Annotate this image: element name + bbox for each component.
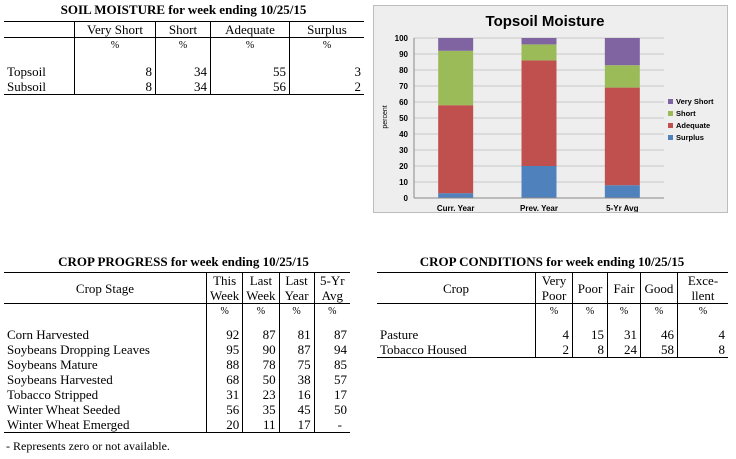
y-tick-label: 40 — [399, 130, 408, 139]
cond-col-poor: Poor — [573, 273, 608, 304]
soil-col-adequate: Adequate — [211, 22, 290, 38]
cell-value: 45 — [279, 402, 314, 417]
progress-col-last-week: Last — [243, 273, 279, 289]
cell-value: 17 — [279, 417, 314, 433]
topsoil-moisture-chart-svg — [374, 6, 727, 212]
legend-swatch — [668, 99, 673, 104]
progress-col-5yr-avg: 5-Yr — [314, 273, 350, 289]
cell-value: 94 — [314, 342, 350, 357]
y-tick-label: 0 — [403, 194, 408, 203]
bar-segment-adequate — [438, 105, 473, 193]
x-tick-label: 5-Yr Avg — [606, 204, 639, 212]
cond-unit: % — [608, 304, 641, 320]
table-row — [4, 79, 364, 95]
cell-value: 16 — [279, 387, 314, 402]
progress-col-last-year: Last — [279, 273, 314, 289]
legend-label: Surplus — [676, 133, 704, 142]
row-label: Tobacco Housed — [377, 342, 536, 358]
progress-unit: % — [207, 304, 243, 320]
chart-title: Topsoil Moisture — [485, 13, 605, 30]
cond-col-line2: Poor — [536, 288, 573, 304]
row-label: Soybeans Harvested — [7, 372, 113, 387]
cond-col-good: Good — [641, 273, 678, 304]
row-label: Pasture — [380, 327, 419, 342]
progress-unit: % — [243, 304, 279, 320]
cell-value: 31 — [608, 327, 641, 342]
cell-value: 20 — [207, 417, 243, 433]
y-tick-label: 70 — [399, 82, 408, 91]
table-row — [377, 327, 728, 342]
bar-segment-surplus — [522, 166, 557, 198]
crop-conditions-title: CROP CONDITIONS for week ending 10/25/15 — [419, 254, 685, 269]
cell-value: 87 — [243, 327, 279, 342]
table-row — [4, 417, 350, 433]
cell-value: - — [314, 417, 350, 433]
y-tick-label: 30 — [399, 146, 408, 155]
cell-value: 8 — [75, 79, 156, 95]
cell-value: 56 — [207, 402, 243, 417]
legend-swatch — [668, 111, 673, 116]
bar-segment-short — [522, 44, 557, 60]
progress-col-line2: Year — [279, 288, 314, 304]
bar-segment-adequate — [605, 88, 640, 186]
progress-col-line2: Avg — [314, 288, 350, 304]
cell-value: 50 — [243, 372, 279, 387]
soil-col-surplus: Surplus — [290, 22, 365, 38]
y-tick-label: 90 — [399, 50, 408, 59]
row-label: Winter Wheat Emerged — [4, 417, 207, 433]
row-label: Winter Wheat Seeded — [7, 402, 121, 417]
progress-col-line2: Week — [243, 288, 279, 304]
cell-value: 81 — [279, 327, 314, 342]
crop-header: Crop — [377, 273, 536, 304]
bar-segment-short — [438, 51, 473, 105]
cond-col-fair: Fair — [608, 273, 641, 304]
soil-unit: % — [75, 38, 156, 54]
y-tick-label: 80 — [399, 66, 408, 75]
cell-value: 3 — [290, 64, 365, 79]
crop-progress-title: CROP PROGRESS for week ending 10/25/15 — [58, 254, 309, 269]
legend-label: Very Short — [676, 97, 714, 106]
y-tick-label: 20 — [399, 162, 408, 171]
row-label: Tobacco Stripped — [7, 387, 99, 402]
cell-value: 55 — [211, 64, 290, 79]
cell-value: 15 — [573, 327, 608, 342]
bar-segment-surplus — [605, 185, 640, 198]
soil-unit: % — [211, 38, 290, 54]
bar-segment-very-short — [605, 38, 640, 65]
cond-col-excellent: Exce- — [678, 273, 729, 289]
cell-value: 87 — [314, 327, 350, 342]
soil-unit: % — [290, 38, 365, 54]
bar-segment-surplus — [438, 193, 473, 198]
cond-unit: % — [678, 304, 729, 320]
cell-value: 92 — [207, 327, 243, 342]
table-row — [377, 342, 728, 358]
cell-value: 38 — [279, 372, 314, 387]
x-tick-label: Curr. Year — [436, 204, 475, 212]
cell-value: 8 — [573, 342, 608, 358]
table-row — [4, 342, 350, 357]
table-row — [4, 327, 350, 342]
cell-value: 24 — [608, 342, 641, 358]
cell-value: 2 — [290, 79, 365, 95]
cond-unit: % — [573, 304, 608, 320]
cell-value: 8 — [75, 64, 156, 79]
cell-value: 58 — [641, 342, 678, 358]
cell-value: 88 — [207, 357, 243, 372]
cell-value: 57 — [314, 372, 350, 387]
table-row — [4, 64, 364, 79]
soil-moisture-title: SOIL MOISTURE for week ending 10/25/15 — [60, 2, 307, 17]
cell-value: 35 — [243, 402, 279, 417]
cell-value: 78 — [243, 357, 279, 372]
cell-value: 85 — [314, 357, 350, 372]
cell-value: 95 — [207, 342, 243, 357]
bar-segment-very-short — [522, 38, 557, 44]
cell-value: 46 — [641, 327, 678, 342]
cell-value: 31 — [207, 387, 243, 402]
y-tick-label: 100 — [394, 34, 408, 43]
footnote: - Represents zero or not available. — [6, 439, 170, 453]
legend-label: Adequate — [676, 121, 711, 130]
crop-conditions-table — [377, 272, 728, 358]
progress-unit: % — [279, 304, 314, 320]
y-tick-label: 60 — [399, 98, 408, 107]
cond-unit: % — [536, 304, 573, 320]
table-row — [4, 387, 350, 402]
cell-value: 34 — [156, 79, 211, 95]
progress-col-this-week: This — [207, 273, 243, 289]
table-row — [4, 357, 350, 372]
legend-swatch — [668, 135, 673, 140]
cell-value: 90 — [243, 342, 279, 357]
row-label: Topsoil — [7, 64, 46, 79]
topsoil-moisture-chart — [373, 5, 728, 213]
chart-ylabel: percent — [382, 105, 389, 129]
cell-value: 11 — [243, 417, 279, 433]
legend-swatch — [668, 123, 673, 128]
cond-col-line2: llent — [678, 288, 729, 304]
y-tick-label: 10 — [399, 178, 408, 187]
cell-value: 75 — [279, 357, 314, 372]
progress-col-line2: Week — [207, 288, 243, 304]
cell-value: 4 — [536, 327, 573, 342]
cell-value: 87 — [279, 342, 314, 357]
table-row — [4, 372, 350, 387]
row-label: Corn Harvested — [7, 327, 89, 342]
crop-progress-table — [4, 272, 350, 433]
cell-value: 56 — [211, 79, 290, 95]
table-row — [4, 402, 350, 417]
cell-value: 23 — [243, 387, 279, 402]
cond-col-very-poor: Very — [536, 273, 573, 289]
cell-value: 68 — [207, 372, 243, 387]
cell-value: 34 — [156, 64, 211, 79]
legend-label: Short — [676, 109, 696, 118]
y-tick-label: 50 — [399, 114, 408, 123]
soil-unit: % — [156, 38, 211, 54]
crop-stage-header: Crop Stage — [4, 273, 207, 304]
progress-unit: % — [314, 304, 350, 320]
cell-value: 8 — [678, 342, 729, 358]
bar-segment-short — [605, 65, 640, 87]
cell-value: 2 — [536, 342, 573, 358]
row-label: Soybeans Dropping Leaves — [7, 342, 150, 357]
cell-value: 50 — [314, 402, 350, 417]
row-label: Subsoil — [4, 79, 75, 95]
x-tick-label: Prev. Year — [520, 204, 558, 212]
bar-segment-adequate — [522, 60, 557, 166]
bar-segment-very-short — [438, 38, 473, 51]
soil-col-very-short: Very Short — [75, 22, 156, 38]
row-label: Soybeans Mature — [7, 357, 98, 372]
soil-moisture-table — [4, 21, 364, 95]
cond-unit: % — [641, 304, 678, 320]
cell-value: 17 — [314, 387, 350, 402]
soil-col-short: Short — [156, 22, 211, 38]
cell-value: 4 — [678, 327, 729, 342]
